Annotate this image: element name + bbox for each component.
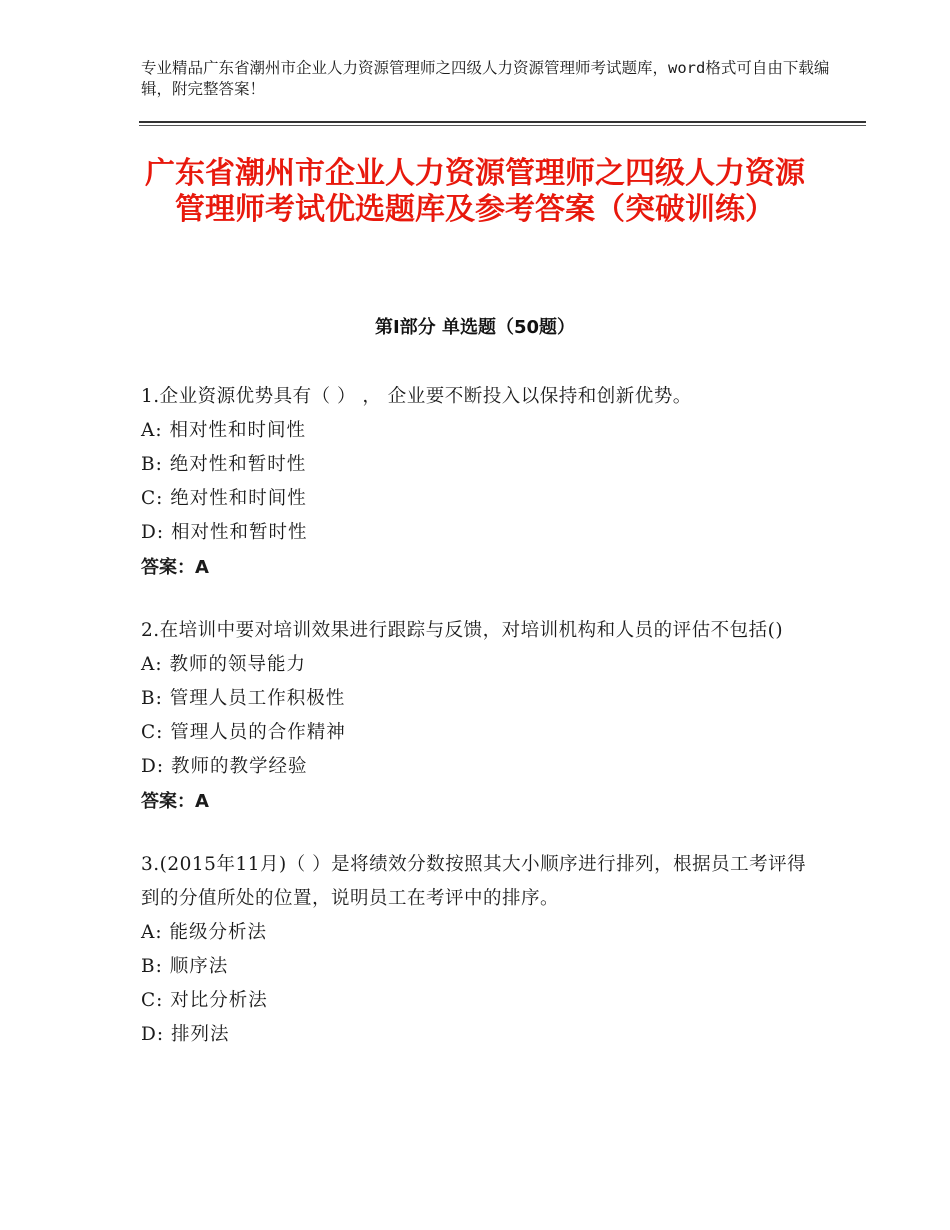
option-d: D: 排列法 xyxy=(141,1024,230,1045)
option-c: C: 管理人员的合作精神 xyxy=(141,722,346,743)
question-2 xyxy=(141,614,821,820)
option-c: C: 绝对性和时间性 xyxy=(141,488,307,509)
option-c: C: 对比分析法 xyxy=(141,990,268,1011)
header-divider-thin xyxy=(139,125,866,126)
question-list xyxy=(141,380,821,1080)
option-d: D: 相对性和暂时性 xyxy=(141,522,308,543)
question-stem: 1.企业资源优势具有（ ） ， 企业要不断投入以保持和创新优势。 xyxy=(141,386,692,407)
option-b: B: 顺序法 xyxy=(141,956,229,977)
question-3 xyxy=(141,848,821,1052)
option-a: A: 教师的领导能力 xyxy=(141,654,306,675)
document-title: 广东省潮州市企业人力资源管理师之四级人力资源管理师考试优选题库及参考答案（突破训练） xyxy=(145,156,805,227)
header-divider-thick xyxy=(139,121,866,123)
option-d: D: 教师的教学经验 xyxy=(141,756,308,777)
question-stem: 2.在培训中要对培训效果进行跟踪与反馈，对培训机构和人员的评估不包括() xyxy=(141,620,784,641)
option-a: A: 相对性和时间性 xyxy=(141,420,306,441)
question-stem: 3.(2015年11月)（ ）是将绩效分数按照其大小顺序进行排列，根据员工考评得到的分值所处的位置，说明员工在考评中的排序。 xyxy=(141,854,807,909)
answer-line: 答案：A xyxy=(141,557,209,578)
option-b: B: 绝对性和暂时性 xyxy=(141,454,307,475)
option-a: A: 能级分析法 xyxy=(141,922,267,943)
question-1 xyxy=(141,380,821,586)
answer-line: 答案：A xyxy=(141,791,209,812)
header-note: 专业精品广东省潮州市企业人力资源管理师之四级人力资源管理师考试题库，word格式可自由下载编辑，附完整答案！ xyxy=(141,59,830,98)
option-b: B: 管理人员工作积极性 xyxy=(141,688,346,709)
section-heading: 第Ⅰ部分 单选题（50题） xyxy=(374,317,575,338)
